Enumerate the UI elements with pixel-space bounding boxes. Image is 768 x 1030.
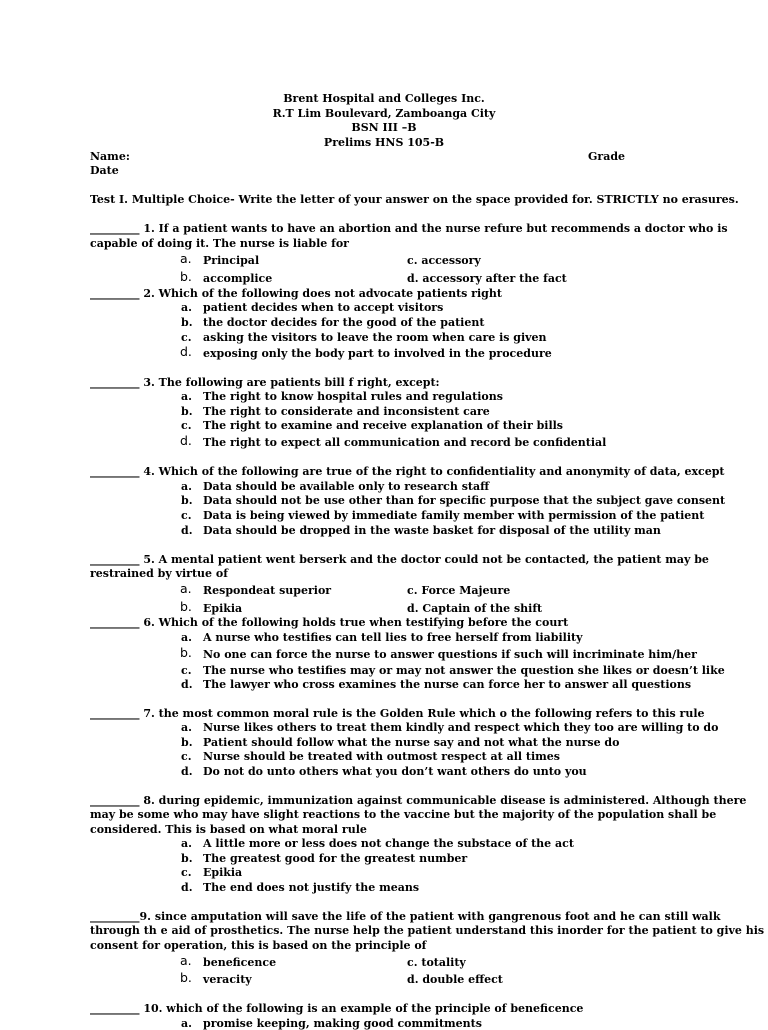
option-letter: b. [181,852,193,865]
option-text: c. Force Majeure [407,584,511,597]
option-letter: c. [181,866,192,879]
option-letter: a. [181,390,192,403]
question-1-text-cont: capable of doing it. The nurse is liable for [90,237,349,250]
option-text: veracity [203,973,252,986]
option-text: The right to examine and receive explanation of their bills [203,419,563,432]
name-label: Name: [90,150,130,163]
option-text: The right to considerate and inconsistent care [203,405,490,418]
question-1-text: _________ 1. If a patient wants to have an abortion and the nurse refure but recommends a doctor who is [90,222,728,235]
option-text: exposing only the body part to involved in the procedure [203,347,552,360]
answer-blank: _________ [90,910,140,923]
option-text: Principal [203,254,260,267]
option-text: promise keeping, making good commitments [203,1017,482,1030]
answer-blank: _________ [90,465,140,478]
option-text: The right to expect all communication and record be confidential [203,436,607,449]
option-letter: c. [181,419,192,432]
question-9-text: _________9. since amputation will save the life of the patient with gangrenous foot and he can still walk [90,910,721,923]
option-text: Data should be available only to research staff [203,480,490,493]
option-letter: d. [181,765,193,778]
option-letter: d. [181,524,193,537]
option-text: Nurse likes others to treat them kindly and respect which they too are willing to do [203,721,719,734]
question-7-text: _________ 7. the most common moral rule is the Golden Rule which o the following refers to this rule [90,707,705,720]
option-text: c. accessory [407,254,481,267]
option-letter: a. [181,1017,192,1030]
option-letter: c. [181,750,192,763]
option-letter: a. [180,581,192,596]
option-letter: c. [181,664,192,677]
option-text: Epikia [203,866,243,879]
answer-blank: _________ [90,1002,140,1015]
option-letter: c. [181,331,192,344]
option-letter: a. [181,301,192,314]
option-text: Patient should follow what the nurse say and not what the nurse do [203,736,620,749]
question-3-text: _________ 3. The following are patients bill f right, except: [90,376,440,389]
option-text: Do not do unto others what you don’t want others do unto you [203,765,587,778]
option-letter: a. [180,953,192,968]
option-text: No one can force the nurse to answer questions if such will incriminate him/her [203,648,697,661]
answer-blank: _________ [90,287,140,300]
option-text: The right to know hospital rules and regulations [203,390,503,403]
option-text: d. accessory after the fact [407,272,567,285]
exam-title: Prelims HNS 105-B [323,136,445,149]
option-text: asking the visitors to leave the room when care is given [203,331,547,344]
option-letter: a. [181,837,192,850]
option-text: beneficence [203,956,277,969]
option-text: Data should not be use other than for specific purpose that the subject gave consent [203,494,726,507]
question-9-text-cont: through th e aid of prosthetics. The nurse help the patient understand this inorder for the patient to give his [90,924,765,937]
option-text: The greatest good for the greatest number [203,852,468,865]
answer-blank: _________ [90,553,140,566]
grade-label: Grade [588,150,626,163]
class-section: BSN III –B [351,121,417,134]
test-instructions: Test I. Multiple Choice- Write the letter of your answer on the space provided for. STRICTLY no erasures. [90,193,739,206]
option-text: patient decides when to accept visitors [203,301,444,314]
option-letter: a. [181,721,192,734]
option-text: The nurse who testifies may or may not answer the question she likes or doesn’t like [203,664,725,677]
option-letter: b. [180,970,192,985]
option-letter: b. [181,494,193,507]
option-text: Respondeat superior [203,584,332,597]
option-text: d. Captain of the shift [407,602,543,615]
option-text: A nurse who testifies can tell lies to free herself from liability [203,631,583,644]
question-8-text-cont: considered. This is based on what moral rule [90,823,367,836]
question-9-text-cont: consent for operation, this is based on the principle of [90,939,427,952]
option-letter: b. [181,736,193,749]
option-letter: b. [180,645,192,660]
answer-blank: _________ [90,616,140,629]
question-10-text: _________ 10. which of the following is an example of the principle of beneficence [90,1002,584,1015]
option-letter: d. [180,433,192,448]
question-5-text: _________ 5. A mental patient went berserk and the doctor could not be contacted, the patient may be [90,553,709,566]
option-letter: b. [181,405,193,418]
option-letter: d. [181,881,193,894]
question-5-text-cont: restrained by virtue of [90,567,228,580]
option-letter: b. [181,316,193,329]
option-text: accomplice [203,272,273,285]
school-address: R.T Lim Boulevard, Zamboanga City [272,107,496,120]
option-text: the doctor decides for the good of the patient [203,316,485,329]
option-text: Epikia [203,602,243,615]
option-letter: a. [181,480,192,493]
answer-blank: _________ [90,222,140,235]
option-letter: b. [180,599,192,614]
option-text: c. totality [407,956,466,969]
option-text: The lawyer who cross examines the nurse can force her to answer all questions [203,678,692,691]
option-text: Nurse should be treated with outmost respect at all times [203,750,560,763]
question-4-text: _________ 4. Which of the following are true of the right to confidentiality and anonymity of data, except [90,465,725,478]
option-letter: d. [180,344,192,359]
question-6-text: _________ 6. Which of the following holds true when testifying before the court [90,616,569,629]
school-name: Brent Hospital and Colleges Inc. [283,92,485,105]
answer-blank: _________ [90,794,140,807]
question-8-text: _________ 8. during epidemic, immunization against communicable disease is administered. Although there [90,794,747,807]
option-text: Data should be dropped in the waste basket for disposal of the utility man [203,524,661,537]
question-2-text: _________ 2. Which of the following does not advocate patients right [90,287,502,300]
option-text: d. double effect [407,973,503,986]
option-text: The end does not justify the means [203,881,420,894]
answer-blank: _________ [90,376,140,389]
option-letter: c. [181,509,192,522]
date-label: Date [90,164,119,177]
option-letter: a. [180,251,192,266]
question-8-text-cont: may be some who may have slight reactions to the vaccine but the majority of the population shall be [90,808,717,821]
option-letter: d. [181,678,193,691]
option-letter: a. [181,631,192,644]
answer-blank: _________ [90,707,140,720]
option-text: Data is being viewed by immediate family member with permission of the patient [203,509,705,522]
option-text: A little more or less does not change the substace of the act [203,837,574,850]
option-letter: b. [180,269,192,284]
